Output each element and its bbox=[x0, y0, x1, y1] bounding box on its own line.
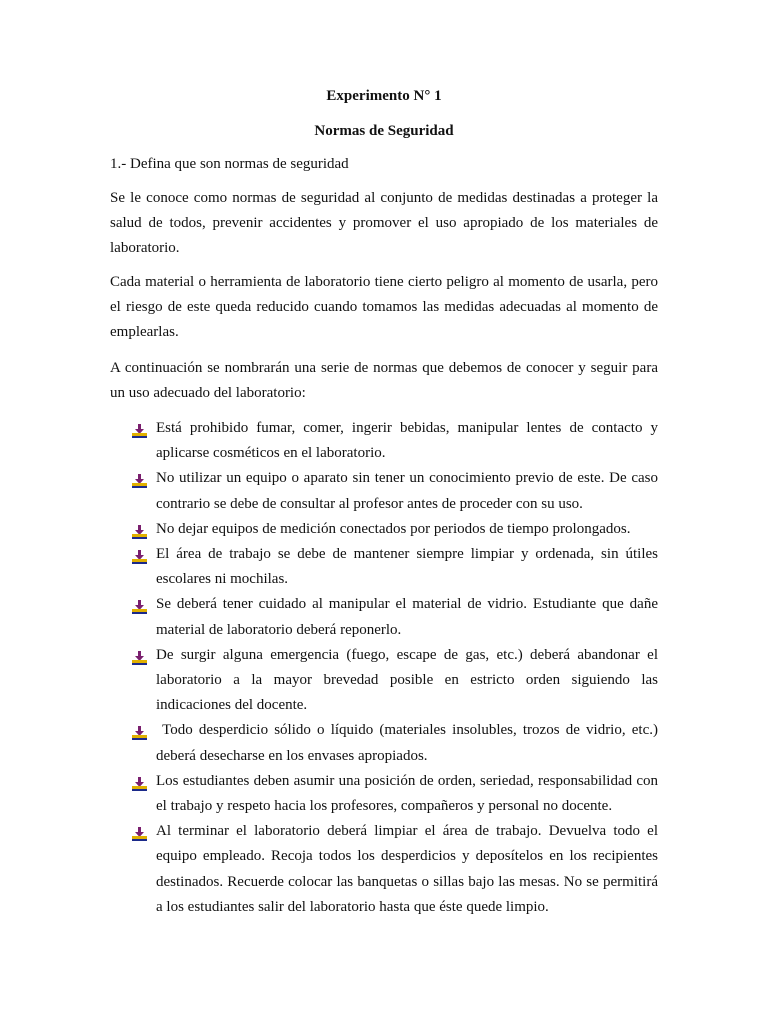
rule-text: Todo desperdicio sólido o líquido (materiales insolubles, trozos de vidrio, etc.) deberá desecharse en los envases apropiados. bbox=[156, 722, 662, 764]
rule-text: Los estudiantes deben asumir una posición de orden, seriedad, responsabilidad con el trabajo y respeto hacia los profesores, compañeros y personal no docente. bbox=[156, 772, 658, 815]
list-item bbox=[132, 718, 662, 768]
list-item bbox=[132, 416, 658, 466]
arrow-down-bullet-icon bbox=[132, 775, 147, 789]
arrow-down-bullet-icon bbox=[132, 523, 147, 537]
safety-rules-list bbox=[132, 416, 662, 920]
paragraph-intro-list: A continuación se nombrarán una serie de normas que debemos de conocer y seguir para un uso adecuado del laboratorio: bbox=[110, 360, 658, 401]
arrow-down-bullet-icon bbox=[132, 548, 147, 562]
list-item bbox=[132, 517, 658, 542]
arrow-down-bullet-icon bbox=[132, 472, 147, 486]
rule-text: De surgir alguna emergencia (fuego, escape de gas, etc.) deberá abandonar el laboratorio a la mayor brevedad posible en estricto orden siguiendo las indicaciones del docente. bbox=[156, 646, 658, 714]
rule-text: Está prohibido fumar, comer, ingerir bebidas, manipular lentes de contacto y aplicarse cosméticos en el laboratorio. bbox=[156, 420, 658, 462]
rule-text: No dejar equipos de medición conectados por periodos de tiempo prolongados. bbox=[156, 520, 631, 537]
list-item bbox=[132, 592, 658, 642]
question-heading: 1.- Defina que son normas de seguridad bbox=[110, 156, 349, 172]
arrow-down-bullet-icon bbox=[132, 598, 147, 612]
list-item bbox=[132, 542, 658, 592]
list-item bbox=[132, 819, 658, 920]
rule-text: Al terminar el laboratorio deberá limpiar el área de trabajo. Devuelva todo el equipo empleado. Recoja todos los desperdicios y deposítelos en los recipientes destinados. Recuerde colocar las banquetas o sillas bajo las mesas. No se permitirá a los estudiantes salir del laboratorio hasta que éste quede limpio. bbox=[156, 823, 658, 915]
rule-text: No utilizar un equipo o aparato sin tener un conocimiento previo de este. De caso contrario se debe de consultar al profesor antes de proceder con su uso. bbox=[156, 470, 658, 512]
rule-text: El área de trabajo se debe de mantener siempre limpiar y ordenada, sin útiles escolares ni mochilas. bbox=[156, 546, 658, 588]
list-item bbox=[132, 643, 658, 719]
list-item bbox=[132, 466, 658, 516]
arrow-down-bullet-icon bbox=[132, 724, 147, 738]
list-item bbox=[132, 769, 658, 819]
arrow-down-bullet-icon bbox=[132, 825, 147, 839]
document-page bbox=[110, 0, 662, 1024]
rule-text: Se deberá tener cuidado al manipular el material de vidrio. Estudiante que dañe material de laboratorio deberá reponerlo. bbox=[156, 596, 658, 638]
arrow-down-bullet-icon bbox=[132, 422, 147, 436]
document-title: Experimento N° 1 bbox=[326, 88, 442, 104]
arrow-down-bullet-icon bbox=[132, 649, 147, 663]
document-subtitle: Normas de Seguridad bbox=[314, 123, 454, 139]
paragraph-definition: Se le conoce como normas de seguridad al conjunto de medidas destinadas a proteger la salud de todos, prevenir accidentes y promover el uso apropiado de los materiales de laboratorio. bbox=[110, 190, 658, 256]
paragraph-risk: Cada material o herramienta de laboratorio tiene cierto peligro al momento de usarla, pero el riesgo de este queda reducido cuando tomamos las medidas adecuadas al momento de emplearlas. bbox=[110, 274, 658, 340]
